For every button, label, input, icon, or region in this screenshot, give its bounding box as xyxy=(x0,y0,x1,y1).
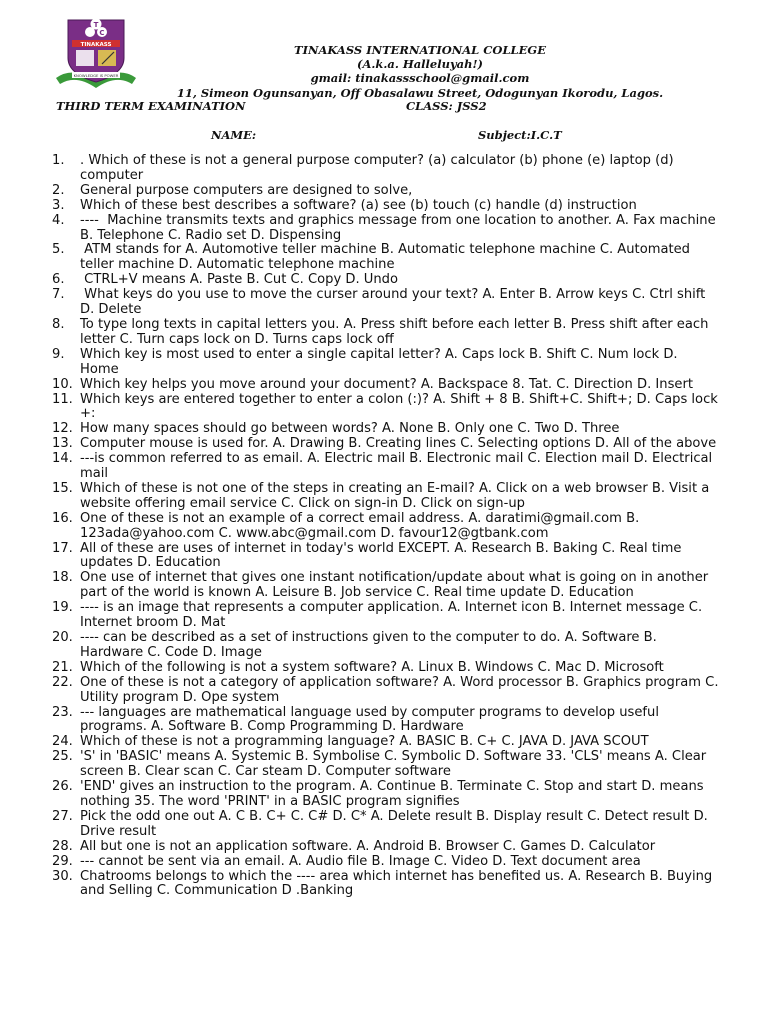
question-number: 28. xyxy=(52,838,73,854)
svg-text:TINAKASS: TINAKASS xyxy=(80,42,112,48)
question-text: ---- Machine transmits texts and graphics message from one location to another. A. Fax machine B. Telephone C. Radio set D. Dispensing xyxy=(80,212,720,243)
question-item xyxy=(52,273,720,288)
svg-text:C: C xyxy=(99,29,105,37)
question-text: Which of these is not one of the steps in creating an E-mail? A. Click on a web browser B. Visit a website offering email service C. Click on sign-in D. Click on sign-up xyxy=(80,480,714,511)
question-text: What keys do you use to move the curser around your text? A. Enter B. Arrow keys C. Ctrl shift D. Delete xyxy=(80,287,710,318)
question-text: ---- is an image that represents a computer application. A. Internet icon B. Internet message C. Internet broom D. Mat xyxy=(80,600,707,631)
question-item xyxy=(52,512,720,542)
question-number: 9. xyxy=(52,346,65,362)
question-text: Which of these best describes a software? (a) see (b) touch (c) handle (d) instruction xyxy=(80,197,637,213)
question-item xyxy=(52,214,720,244)
exam-term: THIRD TERM EXAMINATION xyxy=(56,99,246,113)
question-text: How many spaces should go between words? A. None B. Only one C. Two D. Three xyxy=(80,421,620,437)
question-item xyxy=(52,601,720,631)
question-number: 25. xyxy=(52,749,73,765)
question-item xyxy=(52,437,720,452)
question-text: Which key helps you move around your document? A. Backspace 8. Tat. C. Direction D. Insert xyxy=(80,376,693,392)
question-text: To type long texts in capital letters you. A. Press shift before each letter B. Press shift after each letter C. Turn caps lock on D. Turns caps lock off xyxy=(80,316,713,347)
question-item xyxy=(52,154,720,184)
question-number: 29. xyxy=(52,853,73,869)
question-text: ATM stands for A. Automotive teller machine B. Automatic telephone machine C. Automated teller machine D. Automatic telephone machine xyxy=(80,242,695,273)
question-text: Which of these is not a programming language? A. BASIC B. C+ C. JAVA D. JAVA SCOUT xyxy=(80,734,649,750)
question-number: 5. xyxy=(52,242,65,258)
question-text: One use of internet that gives one instant notification/update about what is going on in another part of the world is known A. Leisure B. Job service C. Real time update D. Education xyxy=(80,570,713,601)
school-aka: (A.k.a. Halleluyah!) xyxy=(357,57,483,71)
question-item xyxy=(52,391,723,423)
question-text: Which keys are entered together to enter a colon (:)? A. Shift + 8 B. Shift+C. Shift+; D. Caps lock +: xyxy=(80,391,723,422)
question-number: 11. xyxy=(52,391,73,407)
question-number: 3. xyxy=(52,197,65,213)
question-item xyxy=(52,199,720,214)
question-text: Pick the odd one out A. C B. C+ C. C# D. C* A. Delete result B. Display result C. Detect result D. Drive result xyxy=(80,808,712,839)
question-text: Which of the following is not a system software? A. Linux B. Windows C. Mac D. Microsoft xyxy=(80,659,664,675)
question-number: 6. xyxy=(52,272,65,288)
question-text: All but one is not an application software. A. Android B. Browser C. Games D. Calculator xyxy=(80,838,656,854)
school-name: TINAKASS INTERNATIONAL COLLEGE xyxy=(294,43,546,57)
question-text: All of these are uses of internet in today's world EXCEPT. A. Research B. Baking C. Real time updates D. Education xyxy=(80,540,686,571)
question-number: 8. xyxy=(52,316,65,332)
question-item xyxy=(52,661,720,676)
name-label: NAME: xyxy=(211,128,257,142)
question-number: 20. xyxy=(52,630,73,645)
question-text: ---- can be described as a set of instructions given to the computer to do. A. Software B. Hardware C. Code D. Image xyxy=(80,630,661,660)
svg-text:KNOWLEDGE IS POWER: KNOWLEDGE IS POWER xyxy=(73,73,119,78)
question-number: 10. xyxy=(52,376,73,392)
question-item xyxy=(52,378,720,393)
school-email: gmail: tinakassschool@gmail.com xyxy=(310,71,530,85)
question-text: --- cannot be sent via an email. A. Audio file B. Image C. Video D. Text document area xyxy=(80,853,641,869)
question-item xyxy=(52,542,720,572)
question-number: 4. xyxy=(52,212,65,228)
question-number: 30. xyxy=(52,868,73,884)
question-text: 'S' in 'BASIC' means A. Systemic B. Symbolise C. Symbolic D. Software 33. 'CLS' means A. Clear screen B. Clear scan C. Car steam D. Computer software xyxy=(80,749,711,780)
question-item xyxy=(52,288,720,318)
school-logo xyxy=(52,12,140,92)
exam-class: CLASS: JSS2 xyxy=(406,99,487,113)
question-item xyxy=(52,750,720,780)
question-text: One of these is not an example of a correct email address. A. daratimi@gmail.com B. 123ada@yahoo.com C. www.abc@gmail.com D. favour12@gtbank.com xyxy=(80,510,644,541)
question-number: 7. xyxy=(52,287,65,303)
question-number: 17. xyxy=(52,540,73,556)
question-item xyxy=(52,840,720,855)
question-text: General purpose computers are designed to solve, xyxy=(80,182,413,198)
question-text: . Which of these is not a general purpose computer? (a) calculator (b) phone (e) laptop (d) computer xyxy=(80,153,678,183)
question-item xyxy=(52,571,720,601)
question-item xyxy=(52,631,720,661)
question-text: One of these is not a category of application software? A. Word processor B. Graphics program C. Utility program D. Ope system xyxy=(80,674,723,705)
question-item xyxy=(52,674,723,706)
question-list xyxy=(52,153,723,899)
question-text: Computer mouse is used for. A. Drawing B. Creating lines C. Selecting options D. All of the above xyxy=(80,436,717,452)
question-number: 16. xyxy=(52,510,73,526)
question-number: 14. xyxy=(52,451,73,467)
question-number: 21. xyxy=(52,659,73,675)
question-item xyxy=(52,870,720,900)
svg-text:T: T xyxy=(93,21,99,29)
question-text: --- languages are mathematical language used by computer programs to develop useful programs. A. Software B. Comp Programming D. Hardware xyxy=(80,704,664,735)
question-number: 26. xyxy=(52,779,73,795)
question-number: 27. xyxy=(52,808,73,824)
question-item xyxy=(52,735,720,750)
question-item xyxy=(52,348,720,378)
question-number: 18. xyxy=(52,570,73,586)
question-text: CTRL+V means A. Paste B. Cut C. Copy D. Undo xyxy=(80,272,398,288)
question-text: 'END' gives an instruction to the program. A. Continue B. Terminate C. Stop and start D. means nothing 35. The word 'PRINT' in a BASIC program signifies xyxy=(80,779,708,809)
question-item xyxy=(52,706,720,736)
question-number: 15. xyxy=(52,480,73,496)
question-item xyxy=(52,452,720,482)
question-item xyxy=(52,422,720,437)
question-number: 23. xyxy=(52,704,73,720)
question-item xyxy=(52,482,720,512)
question-text: Which key is most used to enter a single capital letter? A. Caps lock B. Shift C. Num lock D. Home xyxy=(80,346,682,377)
question-number: 13. xyxy=(52,436,73,452)
question-number: 2. xyxy=(52,182,65,198)
question-item xyxy=(52,184,720,199)
question-item xyxy=(52,855,720,870)
question-text: ---is common referred to as email. A. Electric mail B. Electronic mail C. Election mail D. Electrical mail xyxy=(80,451,717,482)
school-address: 11, Simeon Ogunsanyan, Off Obasalawu Street, Odogunyan Ikorodu, Lagos. xyxy=(176,86,664,100)
question-number: 24. xyxy=(52,734,73,750)
exam-subject: Subject:I.C.T xyxy=(478,128,562,142)
question-item xyxy=(52,780,720,810)
question-item xyxy=(52,318,720,348)
question-item xyxy=(52,810,720,840)
question-number: 1. xyxy=(52,153,65,168)
question-item xyxy=(52,243,720,273)
question-text: Chatrooms belongs to which the ---- area which internet has benefited us. A. Research B. Buying and Selling C. Communication D .Banking xyxy=(80,868,717,899)
question-number: 12. xyxy=(52,421,73,437)
question-number: 19. xyxy=(52,600,73,616)
question-number: 22. xyxy=(52,674,73,690)
